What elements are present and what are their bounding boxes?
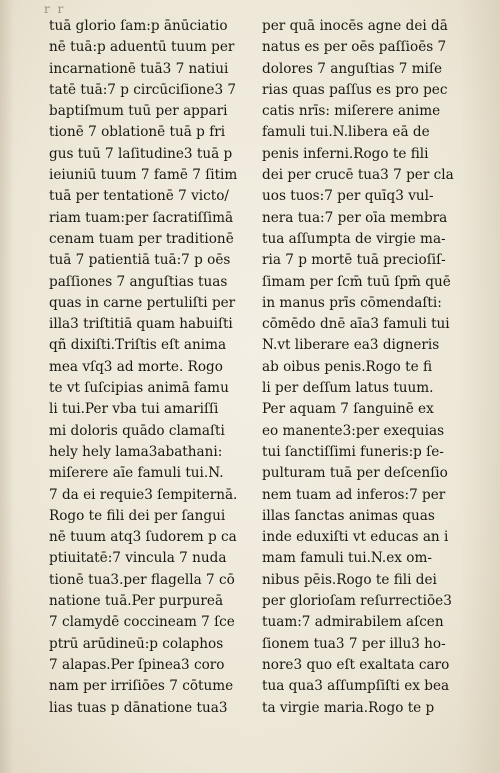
text-line: riam tuam:per ſacratiſſimā	[49, 209, 234, 226]
right-text-column	[262, 16, 470, 719]
text-line: dolores 7 anguſtias 7 miſe	[262, 60, 443, 77]
left-text-column	[49, 16, 257, 719]
text-line: te vt ſuſcipias animā famu	[49, 380, 229, 397]
text-line: incarnationē tuā3 7 natiui	[49, 60, 229, 77]
text-line: tuā 7 patientiā tuā:7 p oēs	[49, 252, 231, 269]
text-line: tua aſſumpta de virgie ma-	[262, 230, 446, 247]
text-line: 7 alapas.Per ſpinea3 coro	[49, 656, 225, 673]
text-line: ſionem tua3 7 per illu3 ho-	[262, 635, 446, 652]
text-line: ieiuniū tuum 7 famē 7 ſitim	[49, 167, 238, 184]
text-line: nē tuā:p aduentū tuum per	[49, 39, 235, 56]
text-line: inde eduxiſti vt educas an i	[262, 529, 449, 546]
text-line: ta virgie maria.Rogo te p	[262, 699, 435, 716]
text-line: tua qua3 aſſumpſiſti ex bea	[262, 678, 450, 695]
text-line: nera tua:7 per oīa membra	[262, 209, 448, 226]
text-line: li per deſſum latus tuum.	[262, 380, 434, 397]
text-line: pulturam tuā per deſcenſio	[262, 465, 448, 482]
page-corner-mark: r r	[44, 2, 66, 16]
text-line: Per aquam 7 ſanguinē ex	[262, 401, 434, 418]
text-line: nam per irriſiōes 7 cōtume	[49, 678, 234, 695]
text-line: Rogo te fili dei per ſangui	[49, 507, 226, 524]
text-line: tui ſanctiſſimi funeris:p ſe-	[262, 443, 444, 460]
text-line: mam famuli tui.N.ex om-	[262, 550, 432, 567]
text-line: baptiſmum tuū per appari	[49, 103, 228, 120]
text-line: paſſiones 7 anguſtias tuas	[49, 273, 228, 290]
text-line: ria 7 p mortē tuā precioſiſ-	[262, 252, 446, 269]
text-line: cōmēdo dnē aīa3 famuli tui	[262, 316, 450, 333]
text-line: dei per crucē tua3 7 per cla	[262, 167, 454, 184]
text-line: gus tuū 7 laſitudine3 tuā p	[49, 145, 233, 162]
text-line: tuā glorio ſam:p ānūciatio	[49, 18, 228, 34]
text-line: ſimam per ſcm̄ tuū ſpm̄ quē	[262, 273, 451, 290]
text-line: in manus prīs cōmendaſti:	[262, 294, 442, 311]
text-line: nibus pēis.Rogo te fili dei	[262, 571, 437, 588]
text-line: tuā per tentationē 7 victo/	[49, 188, 229, 205]
text-line: tionē 7 oblationē tuā p fri	[49, 124, 226, 141]
text-line: natione tuā.Per purpureā	[49, 593, 224, 610]
text-line: cenam tuam per traditionē	[49, 230, 234, 247]
text-line: mea vſq3 ad morte. Rogo	[49, 358, 223, 375]
text-line: eo manente3:per exequias	[262, 422, 445, 439]
text-line: ptrū arūdineū:p colaphos	[49, 635, 224, 652]
text-line: per glorioſam reſurrectiōe3	[262, 593, 452, 610]
text-line: natus es per oēs paſſioēs 7	[262, 39, 447, 56]
text-line: nem tuam ad inferos:7 per	[262, 486, 446, 503]
text-line: lias tuas p dānatione tua3	[49, 699, 228, 716]
text-line: nore3 quo eſt exaltata caro	[262, 656, 450, 673]
text-line: 7 da ei requie3 ſempiternā.	[49, 486, 238, 503]
text-line: per quā inocēs agne dei dā	[262, 18, 448, 34]
text-line: penis inferni.Rogo te fili	[262, 145, 429, 162]
text-line: illas ſanctas animas quas	[262, 507, 435, 524]
text-line: tuam:7 admirabilem aſcen	[262, 614, 444, 631]
text-line: N.vt liberare ea3 digneris	[262, 337, 440, 354]
text-line: qñ dixiſti.Triſtis eſt anima	[49, 337, 227, 354]
text-line: rias quas paſſus es pro pec	[262, 81, 448, 98]
text-line: ptiuitatē:7 vincula 7 nuda	[49, 550, 227, 567]
page-edge-shading	[460, 0, 500, 773]
text-line: 7 clamydē coccineam 7 ſce	[49, 614, 235, 631]
text-line: uos tuos:7 per quīq3 vul-	[262, 188, 434, 205]
text-line: miſerere aīe famuli tui.N.	[49, 465, 224, 482]
text-line: mi doloris quādo clamaſti	[49, 422, 225, 439]
text-line: famuli tui.N.libera eā de	[262, 124, 430, 141]
text-line: nē tuum atq3 ſudorem p ca	[49, 529, 237, 546]
text-line: tionē tua3.per flagella 7 cō	[49, 571, 235, 588]
text-line: ab oibus penis.Rogo te fi	[262, 358, 433, 375]
text-line: illa3 triſtitiā quam habuiſti	[49, 316, 233, 333]
text-line: li tui.Per vba tui amariſſi	[49, 401, 219, 418]
text-line: hely hely lama3abathani:	[49, 443, 223, 460]
text-line: quas in carne pertuliſti per	[49, 294, 236, 311]
text-line: tatē tuā:7 p circūciſione3 7	[49, 81, 237, 98]
text-line: catis nrīs: miſerere anime	[262, 103, 441, 120]
